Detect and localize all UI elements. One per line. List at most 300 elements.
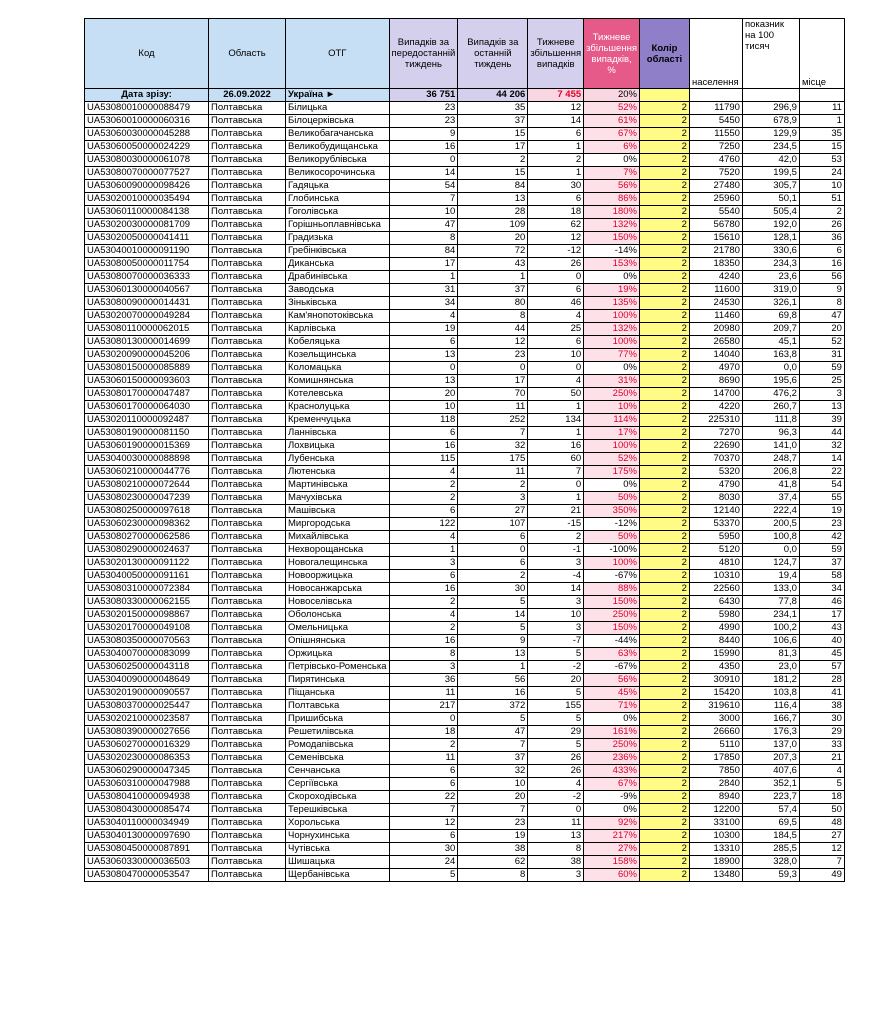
cell-region-color: 2: [639, 700, 689, 713]
cell-otg: Кам'янопотоківська: [286, 310, 390, 323]
summary-row: [85, 89, 845, 102]
cell-region-color: 2: [639, 817, 689, 830]
cell-region-color: 2: [639, 193, 689, 206]
table-row: [85, 479, 845, 492]
cell-per-100k: 678,9: [742, 115, 799, 128]
cell-increase-pct: 71%: [584, 700, 640, 713]
cell-increase: 14: [528, 115, 584, 128]
cell-code: UA53040030000088898: [85, 453, 209, 466]
summary-rate: [742, 89, 799, 102]
cell-prev-week: 4: [389, 609, 458, 622]
cell-increase: 4: [528, 375, 584, 388]
cell-increase-pct: -9%: [584, 791, 640, 804]
cell-last-week: 2: [458, 479, 528, 492]
header-last-week: Випадків за останній тиждень: [458, 19, 528, 89]
cell-otg: Терешківська: [286, 804, 390, 817]
cell-prev-week: 17: [389, 258, 458, 271]
cell-code: UA53080210000072644: [85, 479, 209, 492]
cell-per-100k: 248,7: [742, 453, 799, 466]
cell-otg: Щербанівська: [286, 869, 390, 882]
cell-increase-pct: 0%: [584, 271, 640, 284]
cell-prev-week: 9: [389, 128, 458, 141]
table-row: [85, 427, 845, 440]
cell-prev-week: 0: [389, 154, 458, 167]
cell-population: 26580: [689, 336, 742, 349]
cell-increase-pct: -44%: [584, 635, 640, 648]
cell-region-color: 2: [639, 375, 689, 388]
cell-region-color: 2: [639, 557, 689, 570]
cell-code: UA53080290000024637: [85, 544, 209, 557]
cell-last-week: 7: [458, 427, 528, 440]
table-row: [85, 180, 845, 193]
cell-per-100k: 23,6: [742, 271, 799, 284]
cell-code: UA53060270000016329: [85, 739, 209, 752]
cell-last-week: 8: [458, 869, 528, 882]
cell-last-week: 5: [458, 596, 528, 609]
table-row: [85, 674, 845, 687]
cell-increase: 62: [528, 219, 584, 232]
cell-code: UA53080350000070563: [85, 635, 209, 648]
cell-increase-pct: 114%: [584, 414, 640, 427]
cell-rank: 8: [799, 297, 844, 310]
cell-region-color: 2: [639, 622, 689, 635]
cell-oblast: Полтавська: [209, 167, 286, 180]
cell-oblast: Полтавська: [209, 713, 286, 726]
table-row: [85, 856, 845, 869]
cell-rank: 21: [799, 752, 844, 765]
header-per-100k: показник на 100 тисяч: [742, 19, 799, 89]
cell-oblast: Полтавська: [209, 232, 286, 245]
cell-last-week: 252: [458, 414, 528, 427]
table-row: [85, 765, 845, 778]
cell-last-week: 16: [458, 687, 528, 700]
cell-rank: 46: [799, 596, 844, 609]
cell-otg: Котелевська: [286, 388, 390, 401]
cell-rank: 3: [799, 388, 844, 401]
cell-prev-week: 7: [389, 804, 458, 817]
cell-last-week: 84: [458, 180, 528, 193]
cell-code: UA53060250000043118: [85, 661, 209, 674]
table-row: [85, 297, 845, 310]
cell-region-color: 2: [639, 323, 689, 336]
table-row: [85, 518, 845, 531]
cell-per-100k: 195,6: [742, 375, 799, 388]
cell-increase-pct: 350%: [584, 505, 640, 518]
cell-rank: 56: [799, 271, 844, 284]
cell-population: 4810: [689, 557, 742, 570]
cell-rank: 15: [799, 141, 844, 154]
cell-oblast: Полтавська: [209, 609, 286, 622]
cell-otg: Новооржицька: [286, 570, 390, 583]
cell-last-week: 7: [458, 804, 528, 817]
cell-last-week: 11: [458, 401, 528, 414]
cell-increase: 5: [528, 648, 584, 661]
cell-last-week: 1: [458, 661, 528, 674]
cell-increase: 21: [528, 505, 584, 518]
cell-prev-week: 118: [389, 414, 458, 427]
cell-per-100k: 129,9: [742, 128, 799, 141]
cell-oblast: Полтавська: [209, 635, 286, 648]
cell-code: UA53080310000072384: [85, 583, 209, 596]
cell-increase-pct: 61%: [584, 115, 640, 128]
cell-region-color: 2: [639, 167, 689, 180]
cell-last-week: 15: [458, 167, 528, 180]
cell-increase: 1: [528, 167, 584, 180]
cell-prev-week: 11: [389, 752, 458, 765]
cell-code: UA53020110000092487: [85, 414, 209, 427]
cell-oblast: Полтавська: [209, 219, 286, 232]
cell-code: UA53020170000049108: [85, 622, 209, 635]
cell-per-100k: 116,4: [742, 700, 799, 713]
cell-last-week: 5: [458, 622, 528, 635]
cell-last-week: 37: [458, 284, 528, 297]
cell-increase: 26: [528, 258, 584, 271]
cell-code: UA53040130000097690: [85, 830, 209, 843]
cell-increase: 6: [528, 193, 584, 206]
cell-otg: Коломацька: [286, 362, 390, 375]
cell-rank: 44: [799, 427, 844, 440]
summary-population: [689, 89, 742, 102]
header-otg: ОТГ: [286, 19, 390, 89]
cell-otg: Піщанська: [286, 687, 390, 700]
table-row: [85, 661, 845, 674]
cell-rank: 9: [799, 284, 844, 297]
cell-oblast: Полтавська: [209, 206, 286, 219]
cell-increase-pct: 7%: [584, 167, 640, 180]
cell-otg: Мартинівська: [286, 479, 390, 492]
cell-population: 56780: [689, 219, 742, 232]
cell-per-100k: 133,0: [742, 583, 799, 596]
header-prev-week: Випадків за передостанній тиждень: [389, 19, 458, 89]
cell-increase-pct: 250%: [584, 388, 640, 401]
cell-increase: 1: [528, 492, 584, 505]
table-row: [85, 284, 845, 297]
cell-last-week: 28: [458, 206, 528, 219]
cell-code: UA53080070000036333: [85, 271, 209, 284]
cell-oblast: Полтавська: [209, 128, 286, 141]
table-row: [85, 232, 845, 245]
cell-code: UA53080230000047239: [85, 492, 209, 505]
cell-increase: -7: [528, 635, 584, 648]
cell-prev-week: 1: [389, 544, 458, 557]
cell-increase-pct: 88%: [584, 583, 640, 596]
cell-code: UA53080370000025447: [85, 700, 209, 713]
cell-increase: 13: [528, 830, 584, 843]
cell-last-week: 19: [458, 830, 528, 843]
cell-code: UA53060010000060316: [85, 115, 209, 128]
cell-rank: 29: [799, 726, 844, 739]
header-oblast: Область: [209, 19, 286, 89]
cell-per-100k: 50,1: [742, 193, 799, 206]
cell-code: UA53080010000088479: [85, 102, 209, 115]
cell-code: UA53060290000047345: [85, 765, 209, 778]
cell-increase-pct: -67%: [584, 570, 640, 583]
cell-population: 12200: [689, 804, 742, 817]
cell-per-100k: 305,7: [742, 180, 799, 193]
cell-last-week: 0: [458, 544, 528, 557]
cell-last-week: 9: [458, 635, 528, 648]
cell-code: UA53060110000084138: [85, 206, 209, 219]
cell-rank: 23: [799, 518, 844, 531]
cell-increase-pct: 100%: [584, 557, 640, 570]
cell-rank: 14: [799, 453, 844, 466]
cell-oblast: Полтавська: [209, 817, 286, 830]
cell-population: 225310: [689, 414, 742, 427]
cell-per-100k: 319,0: [742, 284, 799, 297]
cell-increase: 134: [528, 414, 584, 427]
table-row: [85, 752, 845, 765]
cell-oblast: Полтавська: [209, 648, 286, 661]
cell-otg: Гоголівська: [286, 206, 390, 219]
cell-rank: 36: [799, 232, 844, 245]
cell-increase-pct: 433%: [584, 765, 640, 778]
cell-rank: 12: [799, 843, 844, 856]
cell-otg: Білоцерківська: [286, 115, 390, 128]
cell-region-color: 2: [639, 440, 689, 453]
cell-region-color: 2: [639, 349, 689, 362]
cell-population: 22690: [689, 440, 742, 453]
table-row: [85, 687, 845, 700]
cell-last-week: 47: [458, 726, 528, 739]
cell-prev-week: 13: [389, 349, 458, 362]
cell-increase-pct: 0%: [584, 713, 640, 726]
cell-oblast: Полтавська: [209, 414, 286, 427]
cell-region-color: 2: [639, 739, 689, 752]
cell-rank: 6: [799, 245, 844, 258]
cell-oblast: Полтавська: [209, 336, 286, 349]
cell-oblast: Полтавська: [209, 427, 286, 440]
table-row: [85, 648, 845, 661]
cell-code: UA53020090000045206: [85, 349, 209, 362]
cell-per-100k: 163,8: [742, 349, 799, 362]
cell-code: UA53060050000024229: [85, 141, 209, 154]
cell-otg: Сергіївська: [286, 778, 390, 791]
cell-rank: 42: [799, 531, 844, 544]
cell-per-100k: 176,3: [742, 726, 799, 739]
cell-prev-week: 34: [389, 297, 458, 310]
cell-last-week: 5: [458, 713, 528, 726]
cell-rank: 48: [799, 817, 844, 830]
cell-increase: 2: [528, 154, 584, 167]
cell-prev-week: 6: [389, 336, 458, 349]
cell-oblast: Полтавська: [209, 466, 286, 479]
cell-code: UA53020130000091122: [85, 557, 209, 570]
cell-region-color: 2: [639, 427, 689, 440]
table-row: [85, 440, 845, 453]
cell-per-100k: 260,7: [742, 401, 799, 414]
summary-label: Дата зрізу:: [85, 89, 209, 102]
cell-code: UA53080150000085889: [85, 362, 209, 375]
cell-increase-pct: 135%: [584, 297, 640, 310]
cell-rank: 35: [799, 128, 844, 141]
cell-region-color: 2: [639, 635, 689, 648]
cell-otg: Кобеляцька: [286, 336, 390, 349]
table-row: [85, 349, 845, 362]
cell-code: UA53060150000093603: [85, 375, 209, 388]
cell-region-color: 2: [639, 466, 689, 479]
cell-otg: Пирятинська: [286, 674, 390, 687]
cell-population: 14700: [689, 388, 742, 401]
cell-prev-week: 122: [389, 518, 458, 531]
cell-rank: 49: [799, 869, 844, 882]
cell-increase: 3: [528, 869, 584, 882]
cell-increase: 4: [528, 778, 584, 791]
cell-last-week: 3: [458, 492, 528, 505]
table-row: [85, 739, 845, 752]
cell-increase-pct: 17%: [584, 427, 640, 440]
cell-population: 27480: [689, 180, 742, 193]
cell-increase-pct: 19%: [584, 284, 640, 297]
table-row: [85, 258, 845, 271]
cell-prev-week: 6: [389, 505, 458, 518]
cell-otg: Омельницька: [286, 622, 390, 635]
cell-region-color: 2: [639, 245, 689, 258]
table-row: [85, 401, 845, 414]
cell-population: 24530: [689, 297, 742, 310]
cell-region-color: 2: [639, 232, 689, 245]
cell-otg: Решетилівська: [286, 726, 390, 739]
cell-prev-week: 2: [389, 492, 458, 505]
cell-rank: 45: [799, 648, 844, 661]
summary-increase-pct: 20%: [584, 89, 640, 102]
cell-prev-week: 3: [389, 557, 458, 570]
cell-code: UA53060310000047988: [85, 778, 209, 791]
cell-increase-pct: 77%: [584, 349, 640, 362]
cell-increase-pct: 236%: [584, 752, 640, 765]
cell-otg: Великобудищанська: [286, 141, 390, 154]
cell-increase: 0: [528, 362, 584, 375]
cell-otg: Сенчанська: [286, 765, 390, 778]
cell-population: 33100: [689, 817, 742, 830]
cell-per-100k: 96,3: [742, 427, 799, 440]
cell-population: 70370: [689, 453, 742, 466]
cell-rank: 27: [799, 830, 844, 843]
cell-per-100k: 199,5: [742, 167, 799, 180]
summary-increase: 7 455: [528, 89, 584, 102]
table-row: [85, 726, 845, 739]
cell-prev-week: 115: [389, 453, 458, 466]
cell-region-color: 2: [639, 804, 689, 817]
cell-per-100k: 128,1: [742, 232, 799, 245]
header-population: населення: [689, 19, 742, 89]
cell-prev-week: 8: [389, 232, 458, 245]
cell-rank: 1: [799, 115, 844, 128]
cell-rank: 37: [799, 557, 844, 570]
cell-oblast: Полтавська: [209, 375, 286, 388]
cell-otg: Новоселівська: [286, 596, 390, 609]
cell-oblast: Полтавська: [209, 752, 286, 765]
table-row: [85, 219, 845, 232]
cell-otg: Шишацька: [286, 856, 390, 869]
cell-region-color: 2: [639, 778, 689, 791]
cell-oblast: Полтавська: [209, 258, 286, 271]
cell-region-color: 2: [639, 830, 689, 843]
cell-increase-pct: 92%: [584, 817, 640, 830]
cell-increase: 14: [528, 583, 584, 596]
cell-region-color: 2: [639, 141, 689, 154]
cell-region-color: 2: [639, 661, 689, 674]
cell-prev-week: 16: [389, 440, 458, 453]
cell-region-color: 2: [639, 843, 689, 856]
cell-increase: 4: [528, 310, 584, 323]
cell-last-week: 2: [458, 154, 528, 167]
cell-per-100k: 69,8: [742, 310, 799, 323]
cell-population: 11550: [689, 128, 742, 141]
cell-prev-week: 2: [389, 622, 458, 635]
cell-increase: 155: [528, 700, 584, 713]
cell-increase-pct: 56%: [584, 180, 640, 193]
cell-per-100k: 352,1: [742, 778, 799, 791]
cell-oblast: Полтавська: [209, 661, 286, 674]
cell-code: UA53040070000083099: [85, 648, 209, 661]
cell-oblast: Полтавська: [209, 492, 286, 505]
cell-oblast: Полтавська: [209, 544, 286, 557]
cell-population: 8690: [689, 375, 742, 388]
cell-increase-pct: 100%: [584, 440, 640, 453]
cell-increase: 20: [528, 674, 584, 687]
cell-otg: Градизька: [286, 232, 390, 245]
cell-per-100k: 69,5: [742, 817, 799, 830]
cell-increase-pct: 150%: [584, 596, 640, 609]
cell-otg: Полтавська: [286, 700, 390, 713]
cell-last-week: 0: [458, 362, 528, 375]
cell-population: 7270: [689, 427, 742, 440]
cell-region-color: 2: [639, 856, 689, 869]
cell-otg: Білицька: [286, 102, 390, 115]
cell-oblast: Полтавська: [209, 323, 286, 336]
cell-otg: Гребінківська: [286, 245, 390, 258]
cell-region-color: 2: [639, 401, 689, 414]
cell-increase: 18: [528, 206, 584, 219]
cell-last-week: 8: [458, 310, 528, 323]
cell-population: 4240: [689, 271, 742, 284]
cell-oblast: Полтавська: [209, 310, 286, 323]
cell-population: 21780: [689, 245, 742, 258]
table-row: [85, 830, 845, 843]
cell-last-week: 11: [458, 466, 528, 479]
cell-prev-week: 12: [389, 817, 458, 830]
cell-rank: 22: [799, 466, 844, 479]
cell-population: 2840: [689, 778, 742, 791]
cell-oblast: Полтавська: [209, 401, 286, 414]
cell-population: 13310: [689, 843, 742, 856]
cell-per-100k: 41,8: [742, 479, 799, 492]
cell-per-100k: 166,7: [742, 713, 799, 726]
cell-population: 25960: [689, 193, 742, 206]
cell-increase: -1: [528, 544, 584, 557]
cell-per-100k: 19,4: [742, 570, 799, 583]
cell-prev-week: 3: [389, 661, 458, 674]
cell-oblast: Полтавська: [209, 479, 286, 492]
cell-rank: 13: [799, 401, 844, 414]
cell-otg: Чутівська: [286, 843, 390, 856]
table-row: [85, 544, 845, 557]
cell-region-color: 2: [639, 765, 689, 778]
table-row: [85, 466, 845, 479]
cell-code: UA53080070000077527: [85, 167, 209, 180]
cell-per-100k: 223,7: [742, 791, 799, 804]
cell-per-100k: 181,2: [742, 674, 799, 687]
cell-increase: 50: [528, 388, 584, 401]
cell-region-color: 2: [639, 453, 689, 466]
cell-last-week: 372: [458, 700, 528, 713]
cell-oblast: Полтавська: [209, 141, 286, 154]
cell-increase: 29: [528, 726, 584, 739]
cell-per-100k: 234,1: [742, 609, 799, 622]
cell-per-100k: 141,0: [742, 440, 799, 453]
cell-rank: 10: [799, 180, 844, 193]
table-row: [85, 245, 845, 258]
